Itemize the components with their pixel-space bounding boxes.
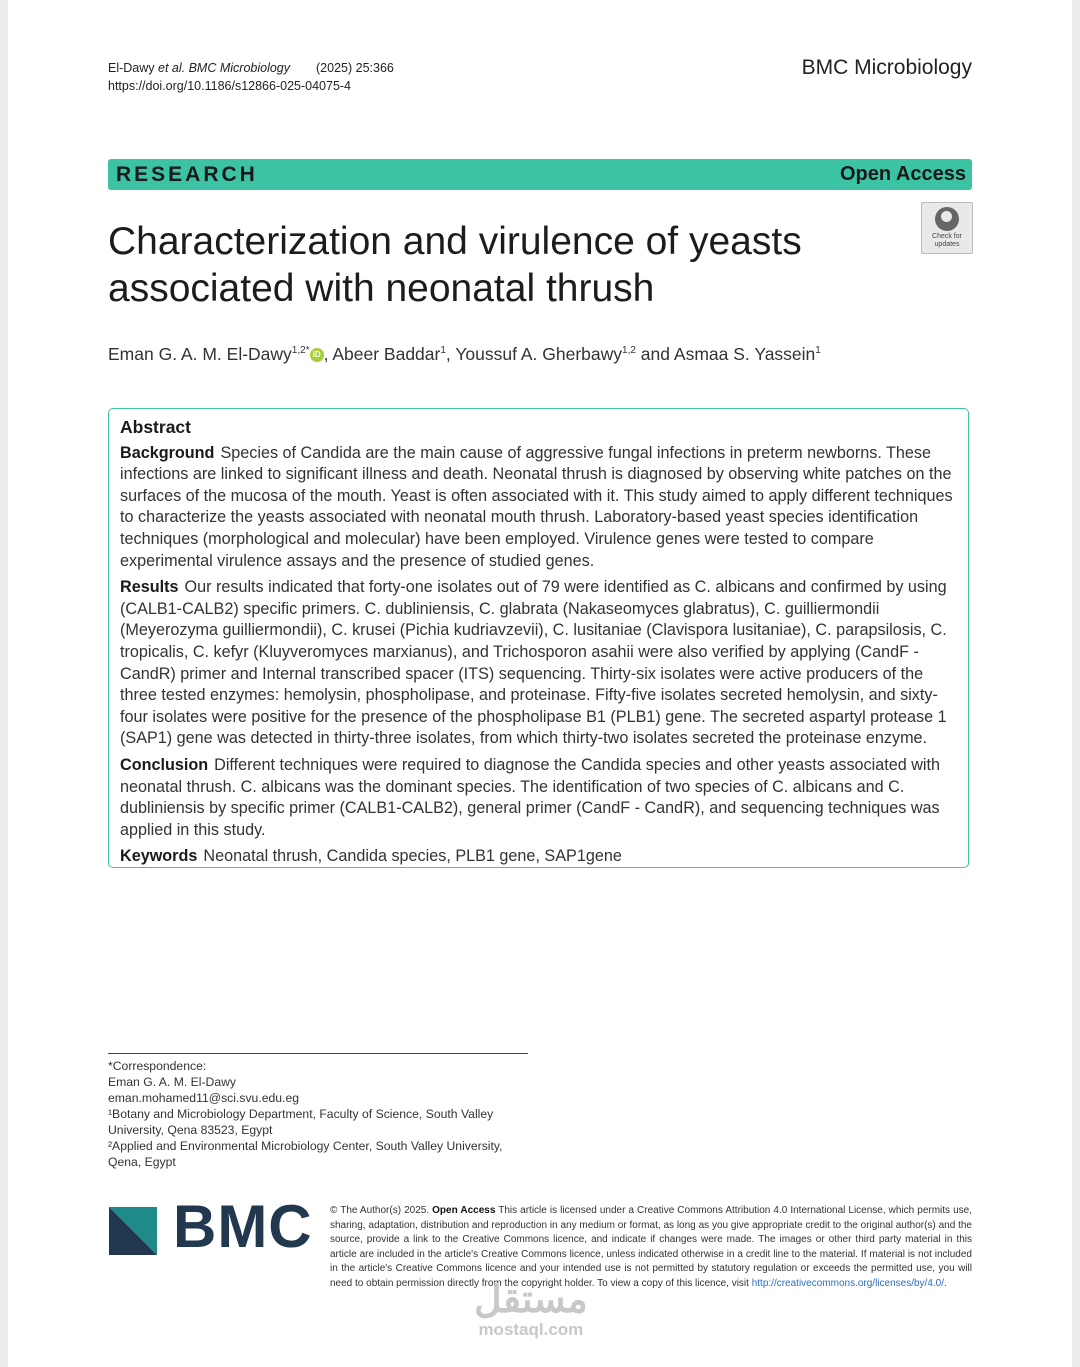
abstract-background <box>120 443 954 573</box>
section-label: Background <box>120 443 215 462</box>
author[interactable] <box>108 344 310 364</box>
bmc-logo-mark-icon <box>109 1207 157 1255</box>
abstract-results <box>120 577 954 750</box>
citation-journal: BMC Microbiology <box>185 61 291 75</box>
license-body: This article is licensed under a Creative Commons Attribution 4.0 International License, which permits use, sharing, adaptation, distribution and reproduction in any medium or format, as long as you give appropriate credit to the original author(s) and the source, provide a link to the Creative Commons licence, and indicate if changes were made. The images or other third party material in this article are included in the article's Creative Commons licence, unless indicated otherwise in a credit line to the material. If material is not included in the article's Creative Commons licence and your intended use is not permitted by statutory regulation or exceeds the permitted use, you will need to obtain permission directly from the copyright holder. To view a copy of this licence, visit <box>330 1205 972 1289</box>
author-affiliation: 1,2 <box>622 345 636 357</box>
section-text: Our results indicated that forty-one isolates out of 79 were identified as C. albicans and confirmed by using (CALB1-CALB2) specific primers. C. dubliniensis, C. glabrata (Nakaseomyces glabratus), C. guilliermondii (Meyerozyma guilliermondii), C. krusei (Pichia kudriavzevii), C. lusitaniae (Clavispora lusitaniae), C. parapsilosis, C. tropicalis, C. kefyr (Kluyveromyces marxianus), and Trichosporon asahii were also verified by applying (CandF - CandR) primer and Internal transcribed spacer (ITS) sequencing. Thirty-six isolates were active producers of the three tested enzymes: hemolysin, phospholipase, and proteinase. Fifty-five isolates secreted hemolysin, and sixty-four isolates were positive for the presence of the phospholipase B1 (PLB1) gene. The secreted aspartyl protease 1 (SAP1) gene was detected in thirty-three isolates, from which thirty-two isolates secreted the proteinase enzyme. <box>120 578 947 748</box>
abstract-conclusion <box>120 755 954 841</box>
license-text <box>330 1204 972 1291</box>
footnote-divider <box>108 1053 528 1054</box>
author[interactable] <box>674 344 821 364</box>
watermark <box>474 1280 588 1340</box>
correspondence-name: Eman G. A. M. El-Dawy <box>108 1075 236 1089</box>
article-title: Characterization and virulence of yeasts associated with neonatal thrush <box>108 220 802 310</box>
section-text: Species of Candida are the main cause of aggressive fungal infections in preterm newborns. These infections are linked to significant illness and death. Neonatal thrush is diagnosed by observing white patches on the surfaces of the mucosa of the mouth. Yeast is often associated with it. This study aimed to apply different techniques to characterize the yeasts associated with neonatal mouth thrush. Laboratory-based yeast species identification techniques (morphological and molecular) have been employed. Virulence genes were tested to compare experimental virulence assays and the presence of studied genes. <box>120 443 953 570</box>
author-affiliation: 1,2* <box>291 345 310 357</box>
citation-etal: et al. <box>158 61 186 75</box>
abstract-heading: Abstract <box>120 417 191 437</box>
author-list <box>108 344 821 365</box>
author-affiliation: 1 <box>815 345 821 357</box>
article-type-band <box>108 159 972 190</box>
citation-authors: El-Dawy <box>108 61 159 75</box>
abstract-box <box>108 408 969 868</box>
paper-page <box>8 0 1072 1367</box>
open-access-label: Open Access <box>840 163 966 185</box>
author-name: Asmaa S. Yassein <box>673 344 816 364</box>
license-link[interactable]: http://creativecommons.org/licenses/by/4.0/ <box>751 1277 945 1289</box>
citation-volume: (2025) 25:366 <box>316 61 394 75</box>
author-separator: and <box>635 344 674 364</box>
citation-line <box>108 59 394 77</box>
section-label: Keywords <box>120 847 198 866</box>
author[interactable] <box>332 344 446 364</box>
affiliation-1: ¹Botany and Microbiology Department, Faculty of Science, South Valley University, Qena 83523, Egypt <box>108 1107 494 1137</box>
correspondence-email[interactable]: eman.mohamed11@sci.svu.edu.eg <box>108 1091 300 1105</box>
check-updates-label: Check for updates <box>932 233 962 248</box>
section-label: Results <box>120 578 179 597</box>
correspondence-label: *Correspondence: <box>108 1059 207 1073</box>
author-separator: , <box>445 344 456 364</box>
section-label: Conclusion <box>120 755 209 774</box>
correspondence-block <box>108 1058 528 1170</box>
affiliation-2: ²Applied and Environmental Microbiology Center, South Valley University, Qena, Egypt <box>108 1139 503 1169</box>
journal-name: BMC Microbiology <box>801 56 972 79</box>
author-affiliation: 1 <box>440 345 446 357</box>
check-updates-icon <box>935 207 959 231</box>
section-text: Different techniques were required to diagnose the Candida species and other yeasts associated with neonatal thrush. C. albicans was the dominant species. The identification of two species of C. albicans and C. dubliniensis by specific primer (CALB1-CALB2), general primer (CandF - CandR), and sequencing techniques was applied in this study. <box>120 755 941 839</box>
license-open-access: Open Access <box>432 1205 496 1216</box>
article-type-label: RESEARCH <box>116 163 258 186</box>
watermark-latin: mostaql.com <box>478 1320 584 1339</box>
orcid-icon[interactable]: iD <box>310 348 324 362</box>
abstract-keywords <box>120 846 954 868</box>
author-separator: , <box>323 344 333 364</box>
author-name: Abeer Baddar <box>332 344 441 364</box>
author-name: Youssuf A. Gherbawy <box>455 344 623 364</box>
check-for-updates-badge[interactable] <box>921 202 973 254</box>
section-text: Neonatal thrush, Candida species, PLB1 gene, SAP1gene <box>203 847 622 866</box>
doi-link[interactable]: https://doi.org/10.1186/s12866-025-04075-4 <box>108 79 352 93</box>
author-name: Eman G. A. M. El-Dawy <box>108 344 292 364</box>
license-copyright: © The Author(s) 2025. <box>330 1205 430 1216</box>
bmc-logo-text: BMC <box>173 1193 313 1260</box>
license-suffix: . <box>944 1277 947 1289</box>
citation-header <box>108 59 394 95</box>
watermark-arabic: مستقل <box>474 1279 588 1321</box>
author[interactable] <box>455 344 636 364</box>
